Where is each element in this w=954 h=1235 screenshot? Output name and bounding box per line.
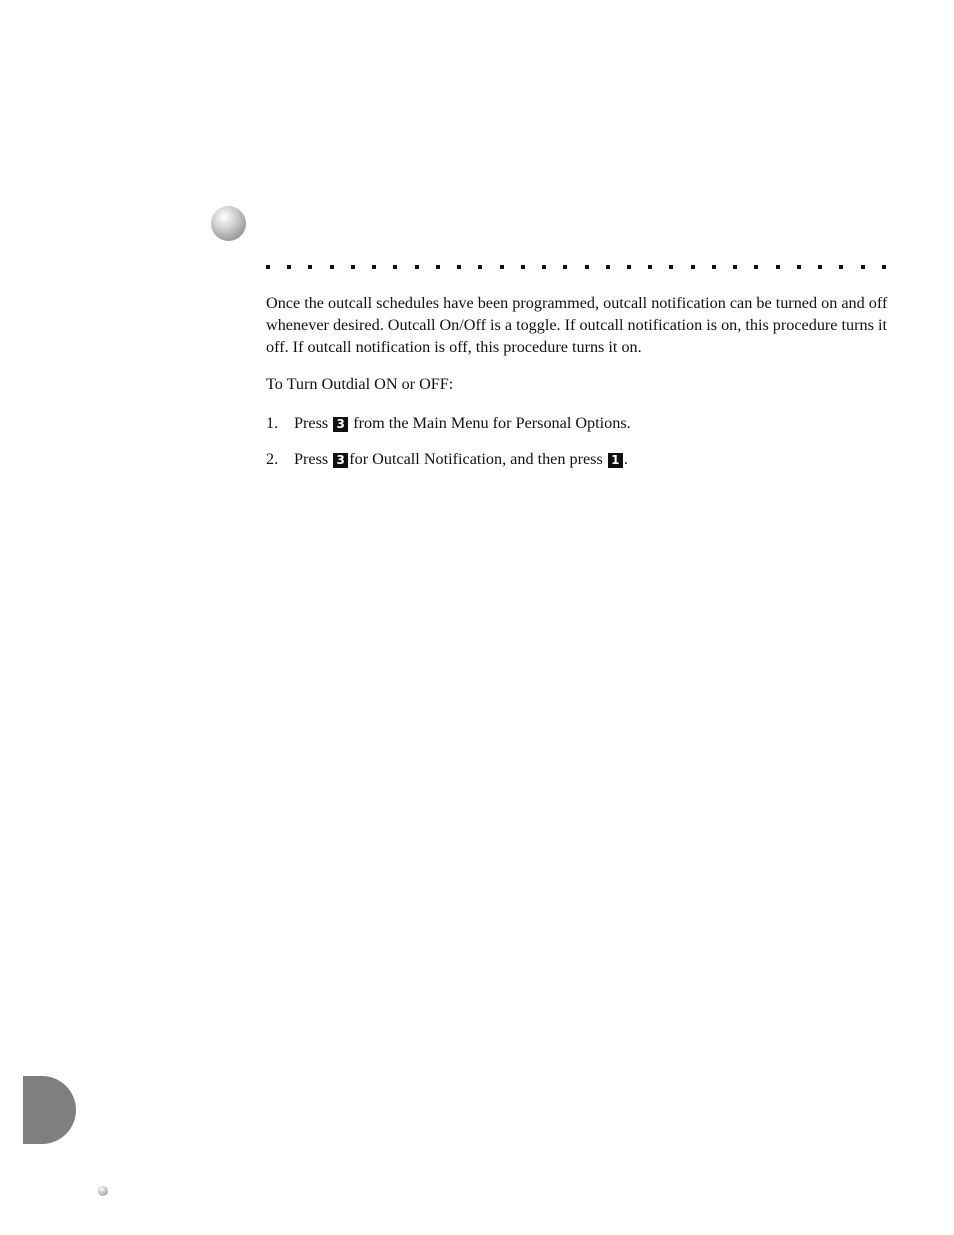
- rule-dot: [627, 265, 631, 269]
- rule-dot: [861, 265, 865, 269]
- rule-dot: [754, 265, 758, 269]
- rule-dot: [393, 265, 397, 269]
- step-text: [294, 448, 628, 470]
- rule-dot: [818, 265, 822, 269]
- step-text-before: Press: [294, 414, 333, 432]
- rule-dot: [776, 265, 780, 269]
- rule-dot: [691, 265, 695, 269]
- step-text: [294, 412, 631, 434]
- rule-dot: [648, 265, 652, 269]
- rule-dot: [542, 265, 546, 269]
- rule-dot: [839, 265, 843, 269]
- step-number: 1.: [266, 414, 279, 432]
- key-3-icon: 3: [333, 453, 348, 468]
- rule-dot: [436, 265, 440, 269]
- rule-dot: [266, 265, 270, 269]
- rule-dot: [797, 265, 801, 269]
- step-text-after: .: [623, 450, 628, 468]
- intro-paragraph: Once the outcall schedules have been programmed, outcall notification can be turned on and off whenever desired. Outcall On/Off is a toggle. If outcall notification is on, this procedure turns it off. If outcall notification is off, this procedure turns it on.: [266, 294, 888, 356]
- rule-dot: [372, 265, 376, 269]
- rule-dot: [563, 265, 567, 269]
- step-number: 2.: [266, 450, 279, 468]
- rule-dot: [500, 265, 504, 269]
- rule-dot: [457, 265, 461, 269]
- step-text-middle: for Outcall Notification, and then press: [349, 450, 607, 468]
- rule-dot: [308, 265, 312, 269]
- rule-dot: [669, 265, 673, 269]
- chapter-thumb-tab: [23, 1076, 76, 1144]
- step-item: [266, 412, 891, 434]
- step-text-before: Press: [294, 450, 333, 468]
- rule-dot: [330, 265, 334, 269]
- procedure-heading: To Turn Outdial ON or OFF:: [266, 375, 454, 393]
- rule-dot: [882, 265, 886, 269]
- rule-dot: [478, 265, 482, 269]
- key-1-icon: 1: [608, 453, 623, 468]
- small-sphere-icon: [98, 1186, 108, 1196]
- dotted-rule: [266, 263, 886, 271]
- gray-sphere-icon: [211, 206, 246, 241]
- rule-dot: [415, 265, 419, 269]
- rule-dot: [606, 265, 610, 269]
- rule-dot: [712, 265, 716, 269]
- rule-dot: [287, 265, 291, 269]
- step-item: [266, 448, 891, 470]
- rule-dot: [521, 265, 525, 269]
- rule-dot: [585, 265, 589, 269]
- step-text-after: from the Main Menu for Personal Options.: [349, 414, 631, 432]
- rule-dot: [351, 265, 355, 269]
- key-3-icon: 3: [333, 417, 348, 432]
- rule-dot: [733, 265, 737, 269]
- section-body: [266, 292, 891, 484]
